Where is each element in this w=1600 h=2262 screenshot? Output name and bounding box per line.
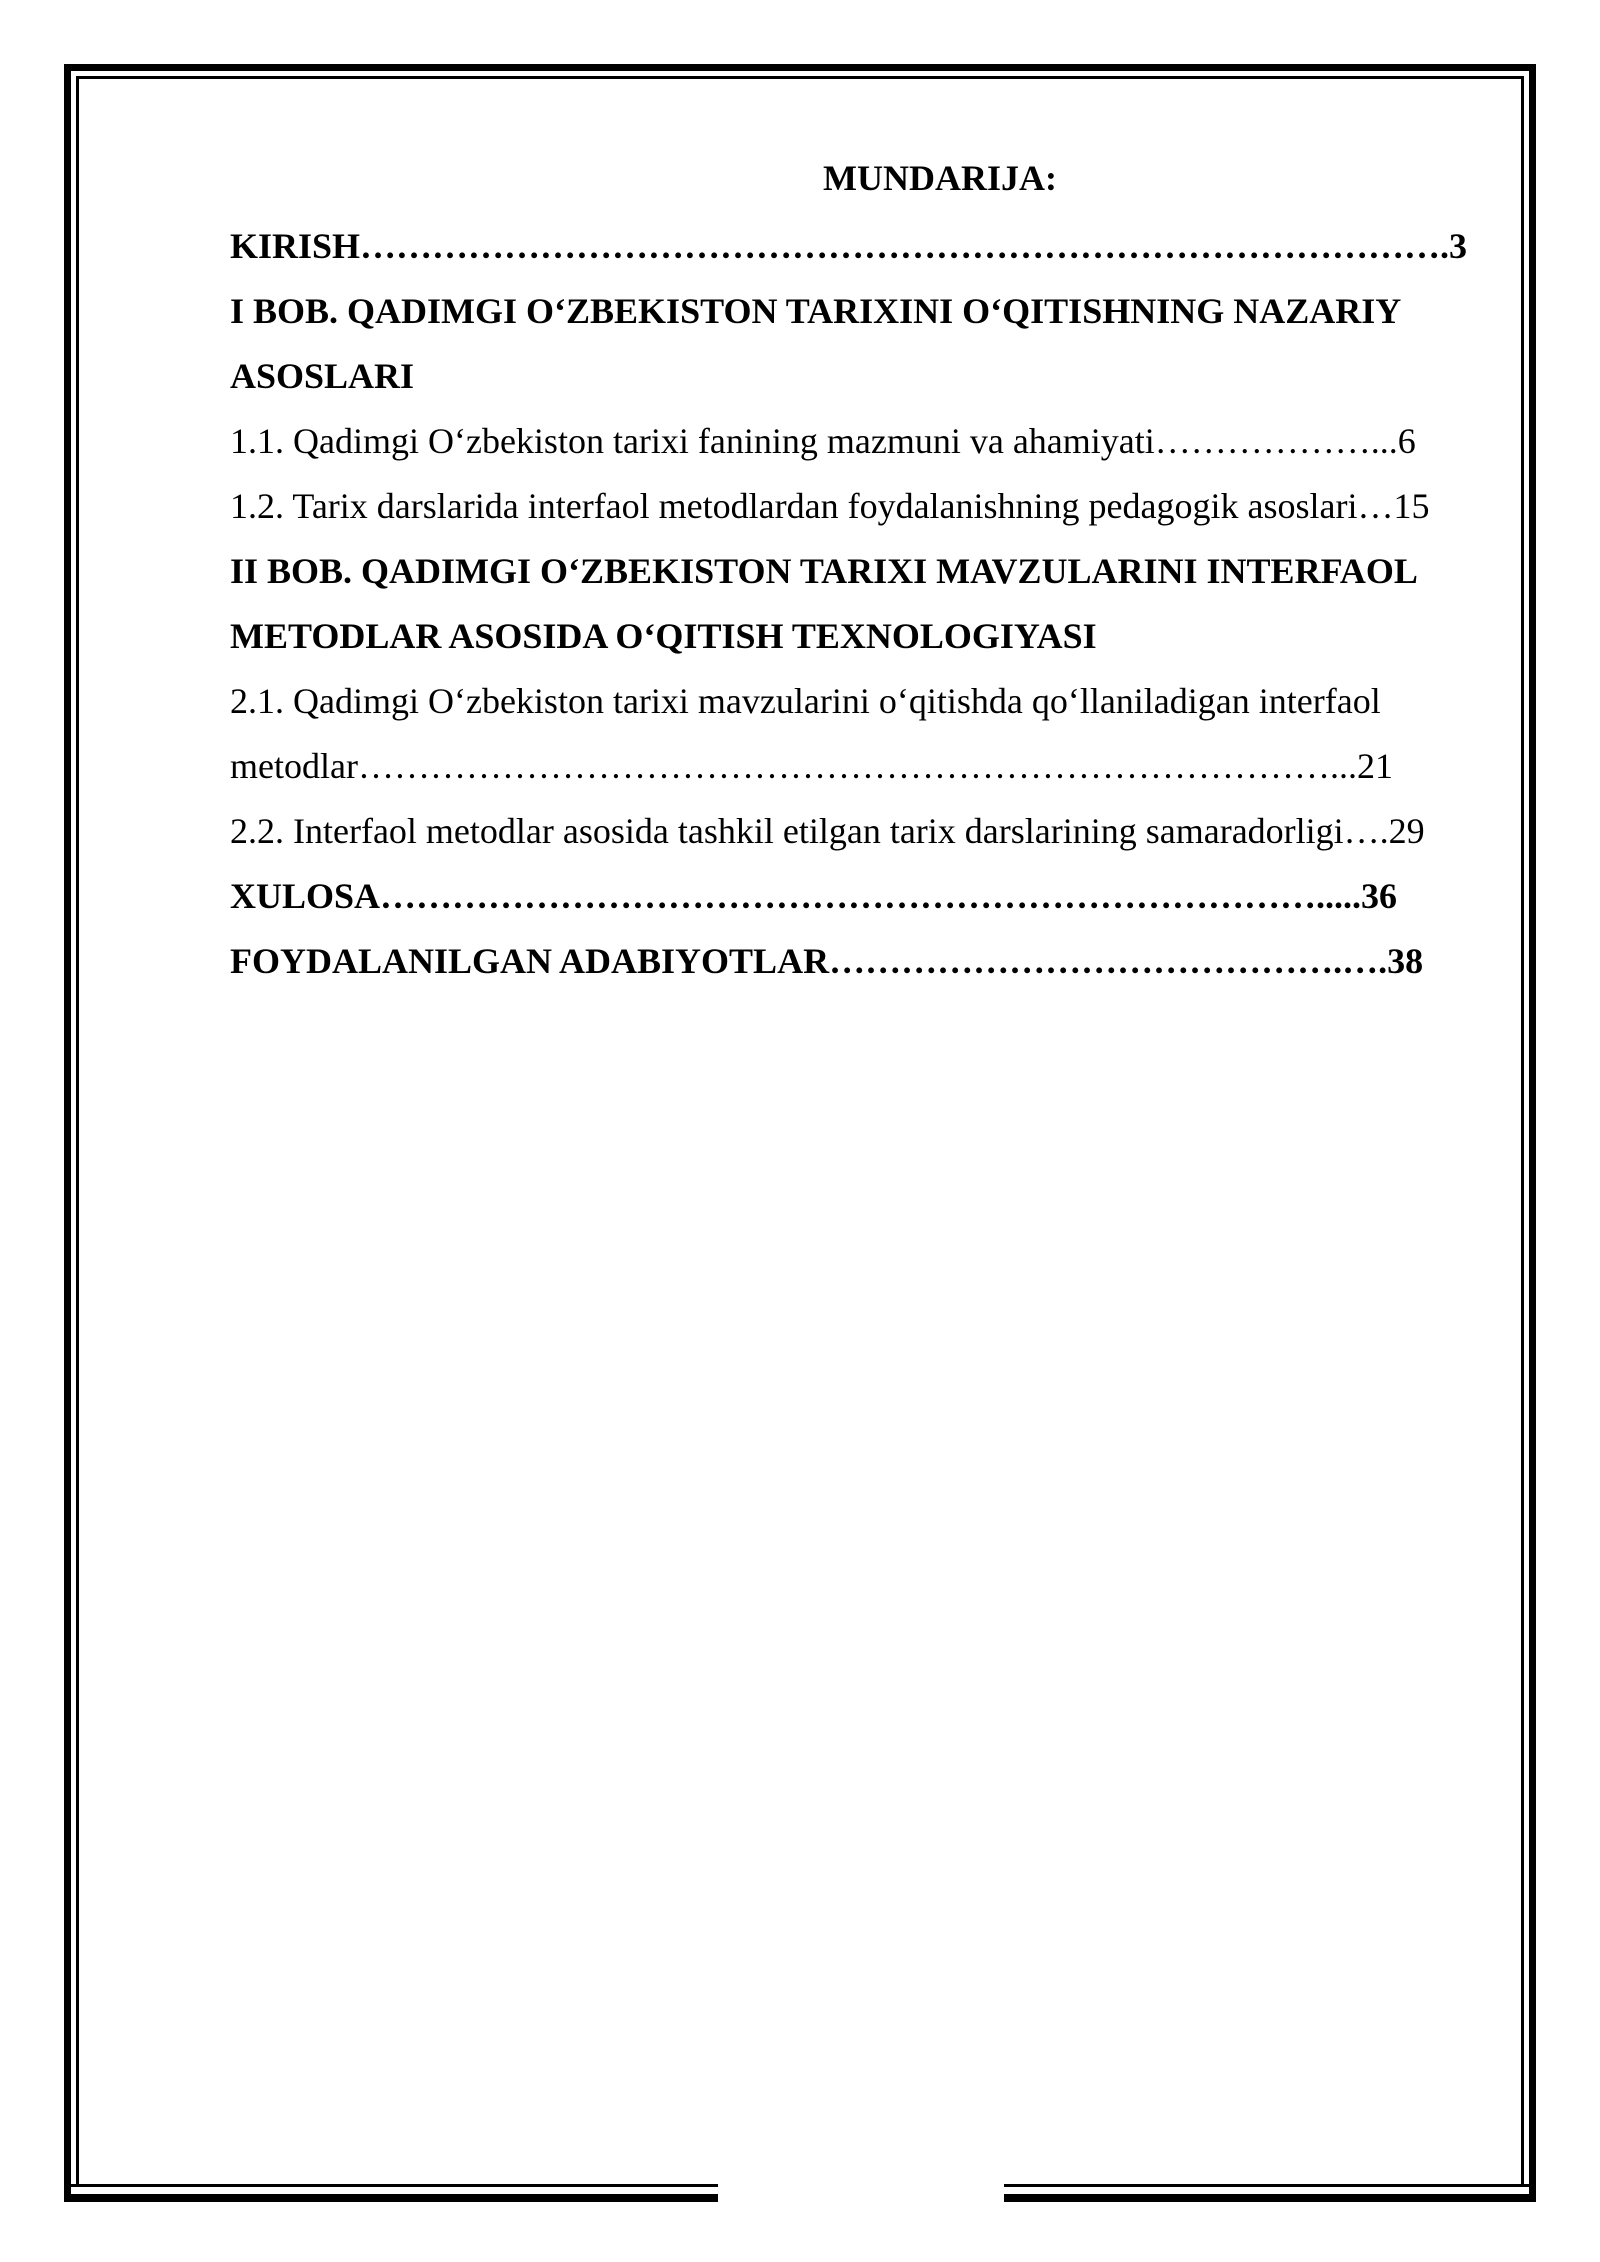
border-line-thick (1004, 2194, 1536, 2202)
toc-entry: KIRISH……………………………………………………………………………….3 (230, 226, 1468, 266)
page-border-bottom-right (1004, 2184, 1536, 2206)
toc-entry: 2.1. Qadimgi O‘zbekiston tarixi mavzularini o‘qitishda qo‘llaniladigan interfaol (230, 681, 1381, 721)
toc-entry: FOYDALANILGAN ADABIYOTLAR…………………………………….….38 (230, 941, 1424, 981)
toc-entry: XULOSA…………………………………………………………………….....36 (230, 876, 1398, 916)
toc-entry: metodlar………………………………………………………………………...21 (230, 746, 1393, 786)
toc-entry: 1.2. Tarix darslarida interfaol metodlardan foydalanishning pedagogik asoslari…15 (230, 486, 1430, 526)
toc-entry: METODLAR ASOSIDA O‘QITISH TEXNOLOGIYASI (230, 616, 1097, 656)
page-border-bottom-left (64, 2184, 718, 2206)
border-line-thin (64, 2184, 718, 2187)
toc-entry: ASOSLARI (230, 356, 415, 396)
border-line-thin (1004, 2184, 1536, 2187)
toc-entry: 2.2. Interfaol metodlar asosida tashkil etilgan tarix darslarining samaradorligi….29 (230, 811, 1425, 851)
border-line-thick (64, 2194, 718, 2202)
table-of-contents (230, 148, 1490, 994)
toc-title: MUNDARIJA: (823, 158, 1057, 198)
toc-entry: I BOB. QADIMGI O‘ZBEKISTON TARIXINI O‘QITISHNING NAZARIY (230, 291, 1402, 331)
toc-entry: 1.1. Qadimgi O‘zbekiston tarixi fanining mazmuni va ahamiyati………………...6 (230, 421, 1416, 461)
toc-entry: II BOB. QADIMGI O‘ZBEKISTON TARIXI MAVZULARINI INTERFAOL (230, 551, 1418, 591)
